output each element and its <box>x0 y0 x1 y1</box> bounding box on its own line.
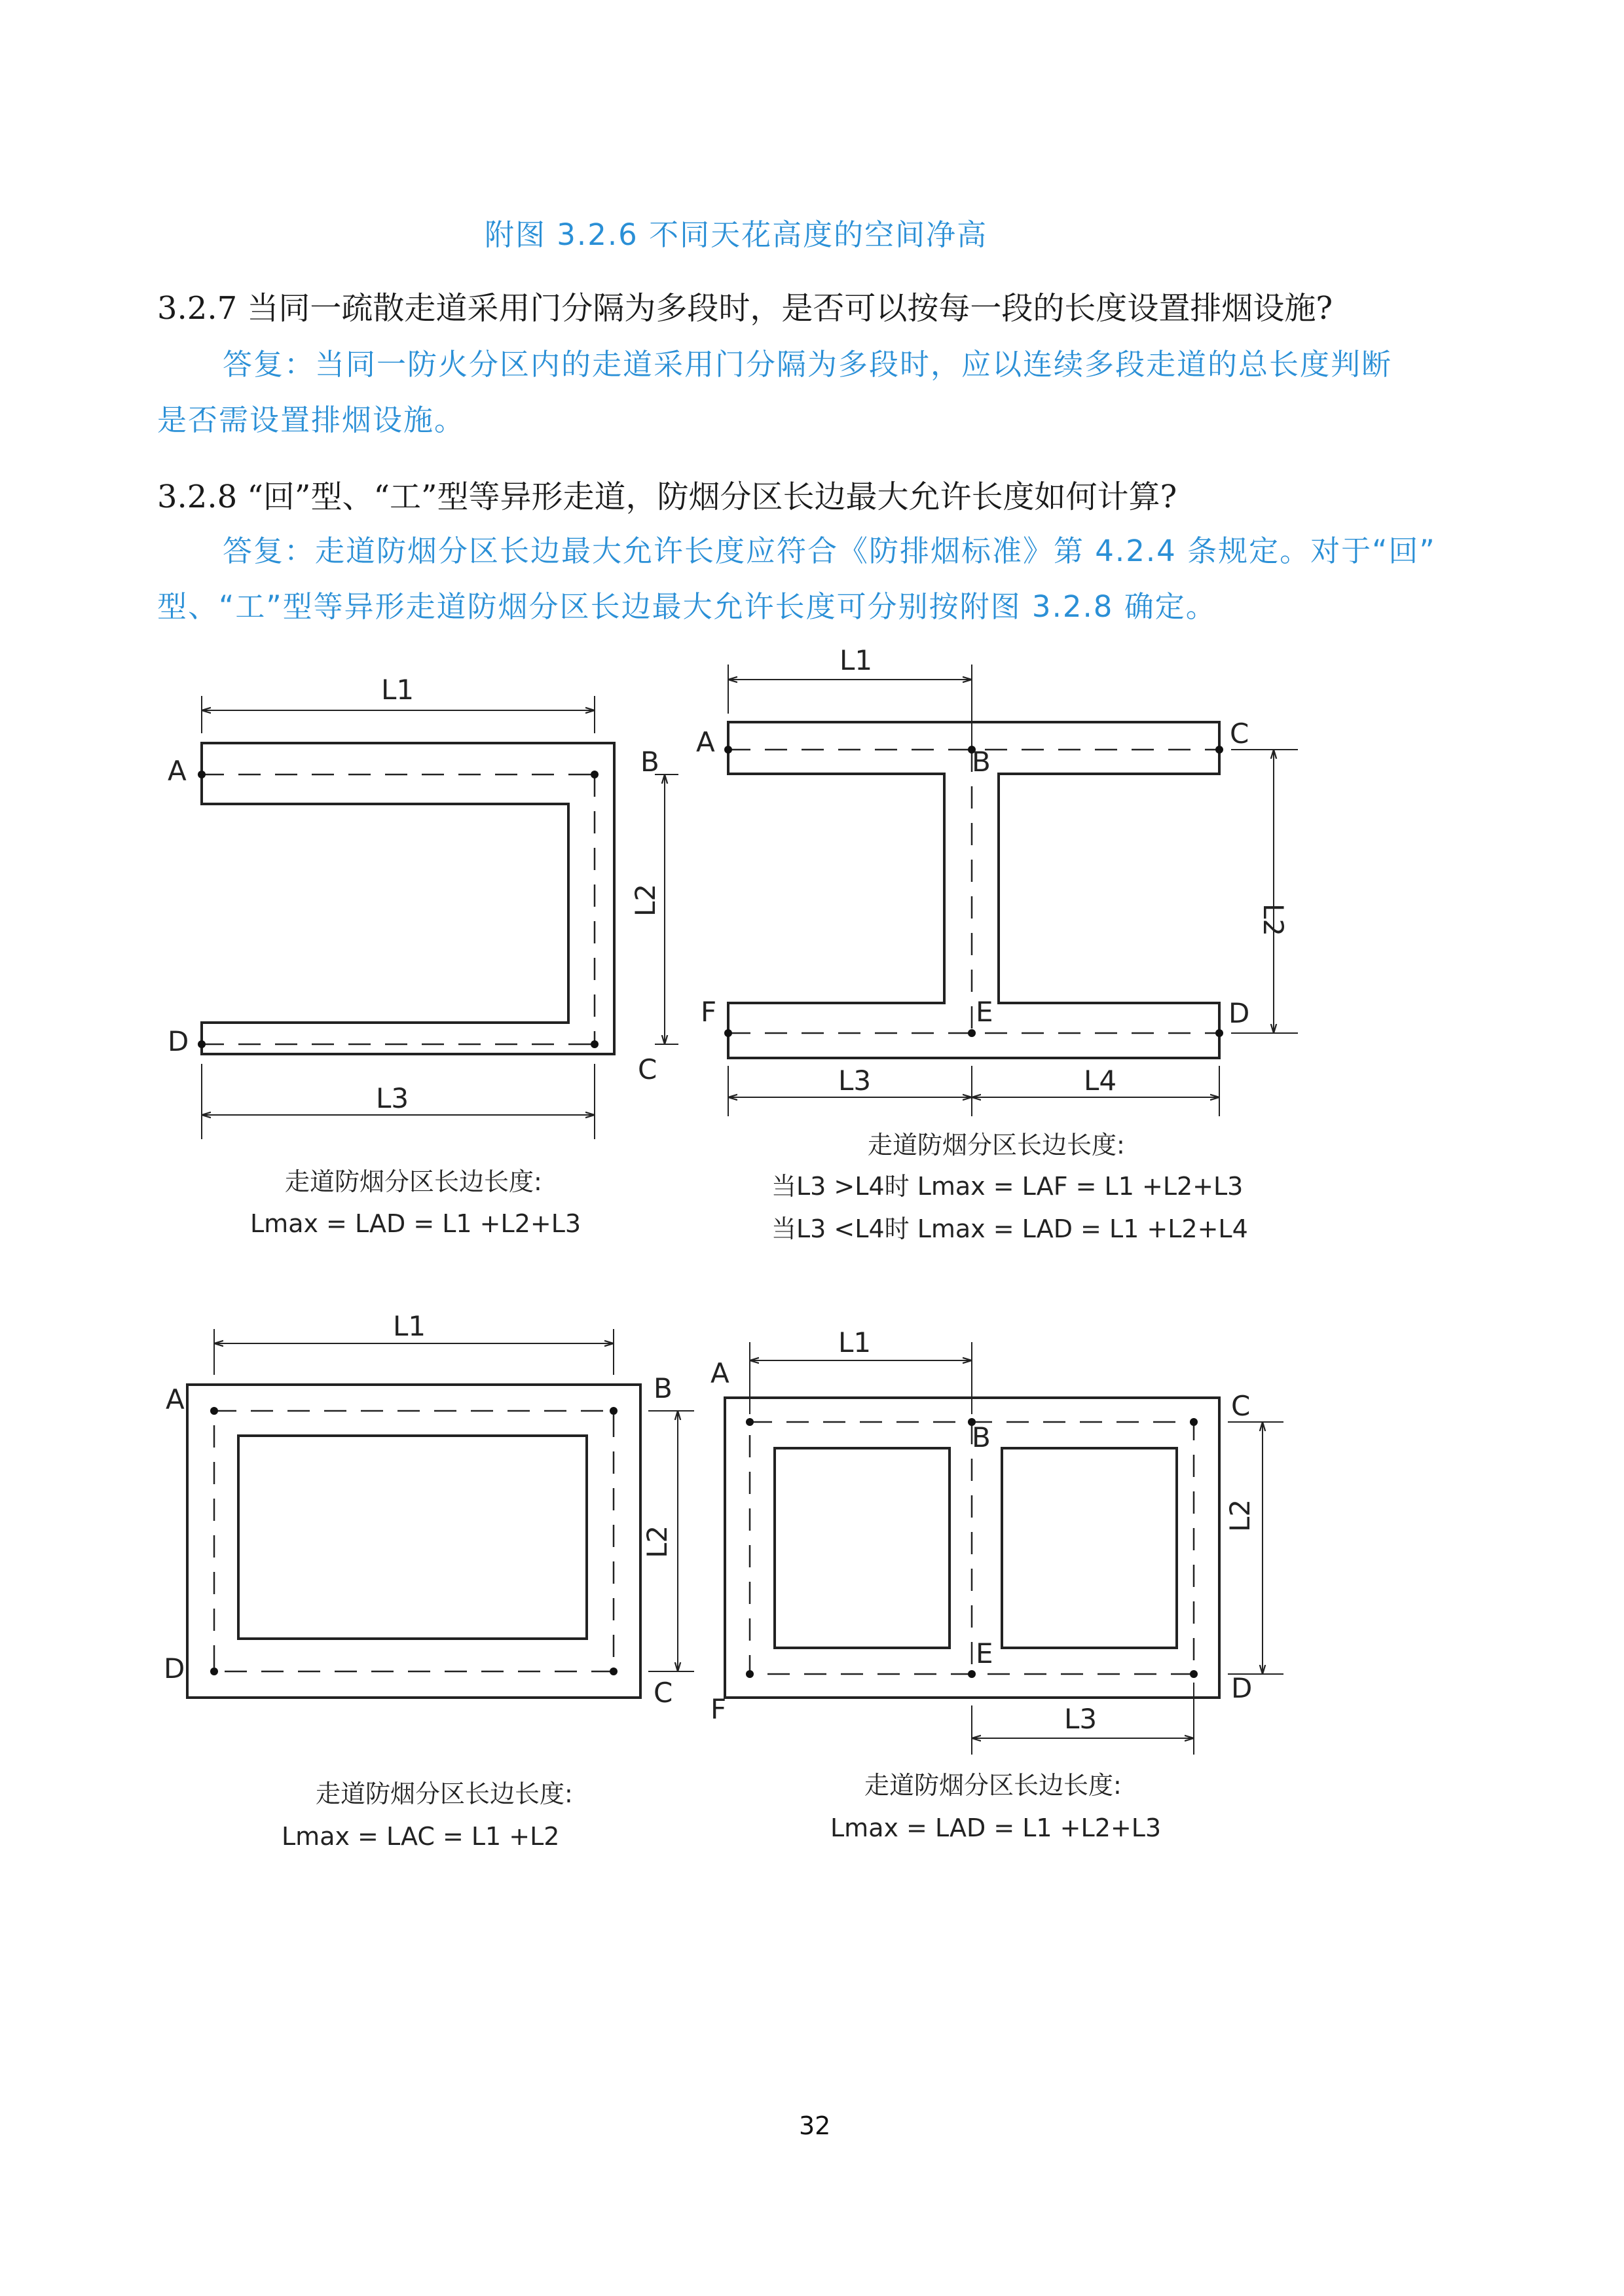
fig3-dim-l2: L2 <box>641 1525 673 1558</box>
fig4-dimension-lines <box>750 1342 1283 1755</box>
fig4-label-a: A <box>710 1357 729 1389</box>
fig4-label-c: C <box>1231 1390 1251 1422</box>
fig3-label-a: A <box>166 1383 185 1415</box>
fig3-label-c: C <box>654 1677 673 1709</box>
fig2-node-f <box>724 1029 732 1037</box>
fig1-dimension-lines <box>202 696 678 1139</box>
fig4-caption-formula: Lmax = LAD = L1 +L2+L3 <box>830 1813 1162 1842</box>
fig4-label-b: B <box>972 1421 991 1453</box>
fig2-node-c <box>1215 746 1223 754</box>
fig4-dim-l3: L3 <box>1064 1703 1098 1735</box>
fig4-node-e <box>968 1670 976 1678</box>
answer-3-2-7-line2: 是否需设置排烟设施。 <box>157 403 466 437</box>
fig3-node-a <box>210 1407 218 1415</box>
fig2-label-b: B <box>972 746 991 778</box>
fig3-label-b: B <box>654 1372 673 1404</box>
fig1-node-a <box>198 771 206 778</box>
fig1-dim-l1: L1 <box>381 674 415 706</box>
answer-3-2-7-line1: 答复：当同一防火分区内的走道采用门分隔为多段时，应以连续多段走道的总长度判断 <box>223 347 1393 382</box>
fig4-label-f: F <box>710 1693 727 1725</box>
fig4-node-a <box>746 1418 754 1426</box>
fig4-caption-title: 走道防烟分区长边长度: <box>864 1771 1122 1800</box>
fig1-node-b <box>591 771 599 778</box>
fig2-caption-formula1: 当L3 >L4时 Lmax = LAF = L1 +L2+L3 <box>771 1172 1244 1201</box>
fig3-caption-title: 走道防烟分区长边长度: <box>316 1779 573 1808</box>
fig1-node-d <box>198 1040 206 1048</box>
fig2-node-d <box>1215 1029 1223 1037</box>
fig4-node-c <box>1190 1418 1198 1426</box>
fig2-label-d: D <box>1228 997 1250 1029</box>
fig4-node-f <box>746 1670 754 1678</box>
fig3-ring-corridor <box>187 1385 640 1698</box>
fig3-dim-l1: L1 <box>393 1310 426 1342</box>
fig2-node-e <box>968 1029 976 1037</box>
fig1-dim-l2: L2 <box>629 883 661 917</box>
fig2-dim-l1: L1 <box>840 644 873 676</box>
fig2-label-e: E <box>976 996 993 1028</box>
fig1-caption-formula: Lmax = LAD = L1 +L2+L3 <box>250 1209 581 1238</box>
fig3-label-d: D <box>164 1652 185 1685</box>
fig3-node-d <box>210 1667 218 1675</box>
fig4-dim-l1: L1 <box>838 1326 872 1358</box>
fig1-label-d: D <box>168 1025 189 1057</box>
question-3-2-8: 3.2.8 “回”型、“工”型等异形走道，防烟分区长边最大允许长度如何计算? <box>157 479 1177 515</box>
fig1-dim-l3: L3 <box>376 1082 409 1114</box>
fig2-caption-title: 走道防烟分区长边长度: <box>868 1131 1125 1159</box>
fig3-caption-formula: Lmax = LAC = L1 +L2 <box>282 1822 560 1851</box>
fig2-label-a: A <box>696 726 715 758</box>
answer-3-2-8-line2: 型、“工”型等异形走道防烟分区长边最大允许长度可分别按附图 3.2.8 确定。 <box>157 589 1217 624</box>
figure-caption-3-2-6: 附图 3.2.6 不同天花高度的空间净高 <box>485 217 988 252</box>
fig2-dim-l2: L2 <box>1257 903 1289 937</box>
fig1-caption-title: 走道防烟分区长边长度: <box>285 1167 542 1196</box>
fig4-label-e: E <box>976 1637 993 1669</box>
fig4-label-d: D <box>1231 1672 1253 1704</box>
fig2-label-f: F <box>701 996 717 1028</box>
fig2-caption-formula2: 当L3 <L4时 Lmax = LAD = L1 +L2+L4 <box>771 1214 1248 1243</box>
fig3-node-c <box>610 1667 618 1675</box>
fig1-label-b: B <box>640 746 659 778</box>
fig4-node-d <box>1190 1670 1198 1678</box>
fig3-dimension-lines <box>214 1329 694 1671</box>
question-3-2-7: 3.2.7 当同一疏散走道采用门分隔为多段时，是否可以按每一段的长度设置排烟设施? <box>157 290 1333 327</box>
fig2-dimension-lines <box>728 665 1298 1116</box>
fig2-dim-l4: L4 <box>1084 1065 1117 1097</box>
answer-3-2-8-line1: 答复：走道防烟分区长边最大允许长度应符合《防排烟标准》第 4.2.4 条规定。对于“回” <box>223 534 1436 568</box>
fig1-node-c <box>591 1040 599 1048</box>
fig3-node-b <box>610 1407 618 1415</box>
fig1-label-a: A <box>168 755 187 787</box>
fig1-label-c: C <box>638 1053 657 1085</box>
fig2-dim-l3: L3 <box>838 1065 872 1097</box>
page-number: 32 <box>799 2111 831 2140</box>
fig2-node-a <box>724 746 732 754</box>
fig1-c-corridor <box>202 743 614 1054</box>
fig2-label-c: C <box>1230 718 1249 750</box>
fig4-dim-l2: L2 <box>1224 1499 1256 1532</box>
